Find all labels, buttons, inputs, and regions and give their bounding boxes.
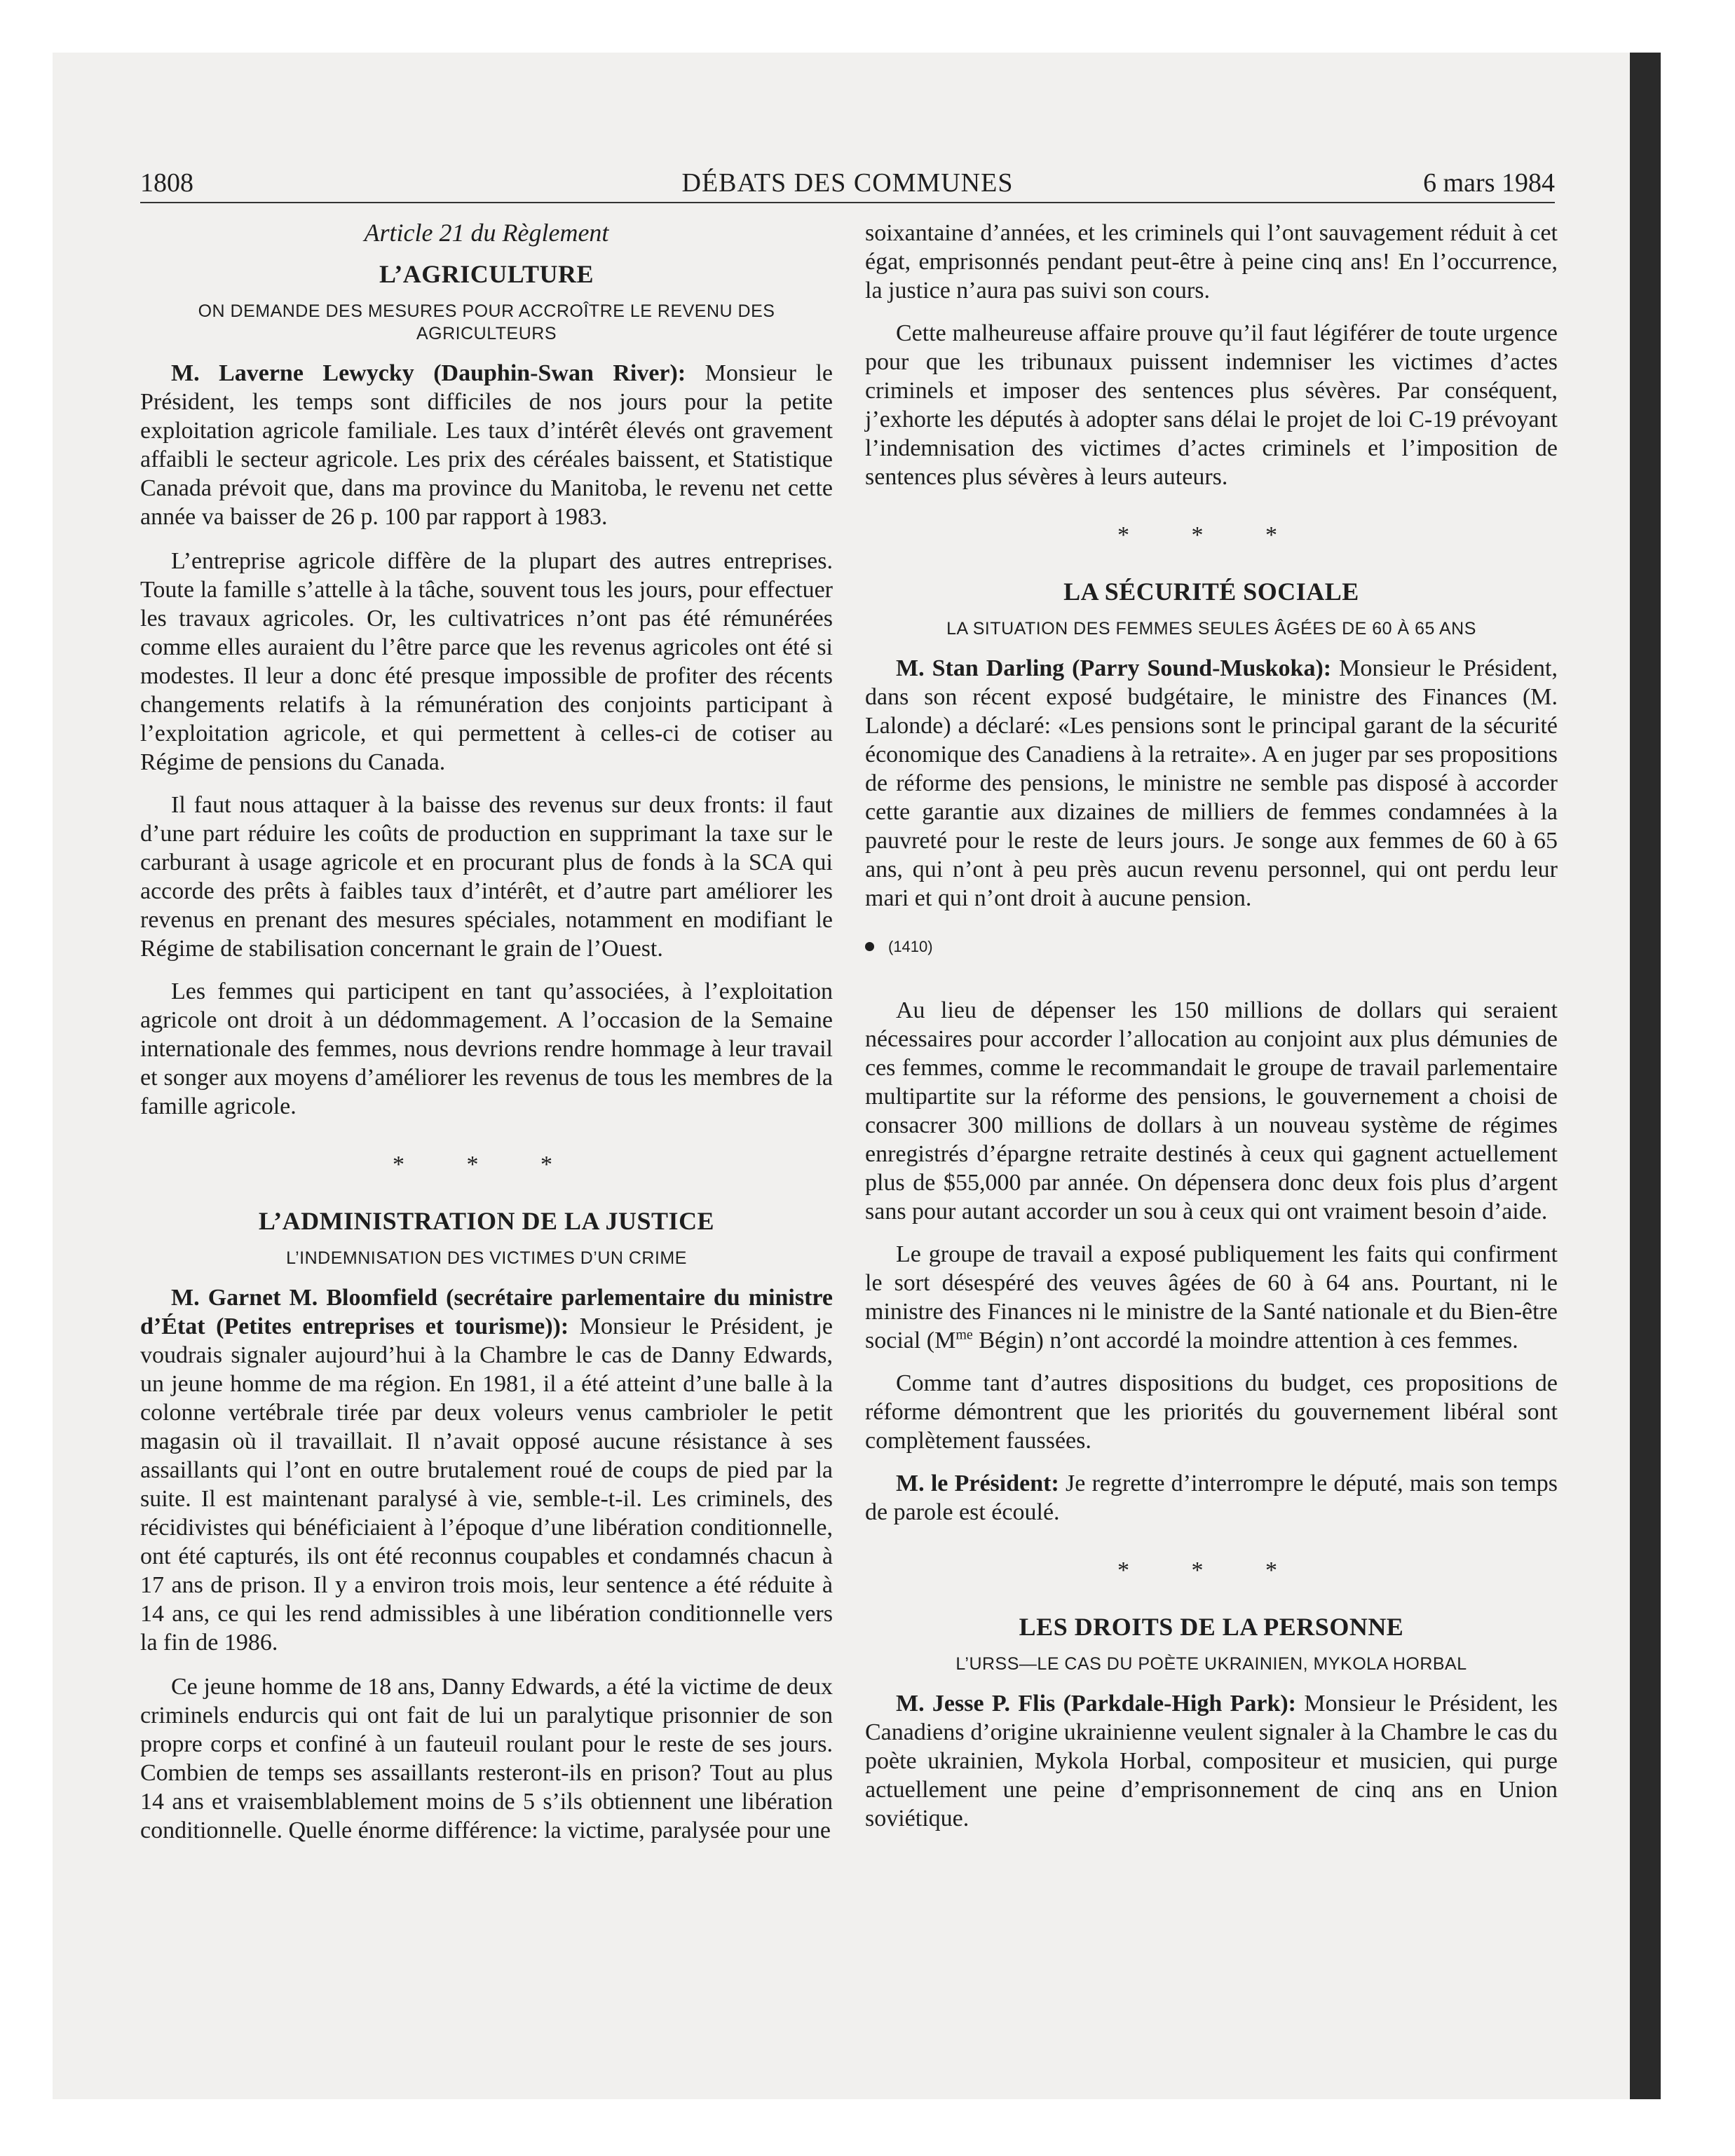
section-subheading-justice: L’INDEMNISATION DES VICTIMES D’UN CRIME [286, 1248, 687, 1268]
paragraph: Au lieu de dépenser les 150 millions de dollars qui seraient nécessaires pour accorder l’allocation au conjoint aux plus démunies de ces femmes, comme le recommandait le groupe de travail parlementaire multipartite sur la réforme des pensions, le gouvernement a choisi de consacrer 300 millions de dollars à un nouveau système de régimes enregistrés d’épargne retraite destinés à ceux qui gagnent actuellement plus de $55,000 par année. On dépensera donc deux fois plus d’argent sans pour autant accorder un sou à ceux qui ont vraiment besoin d’aide. [865, 997, 1558, 1224]
speech-text: Monsieur le Président, dans son récent exposé budgétaire, le ministre des Finances (M. Lalonde) a déclaré: «Les pensions sont le principal garant de la sécurité économique des Canadiens à la retraite». A en juger par ses propositions de réforme des pensions, le ministre ne semble pas disposé à accorder cette garantie aux dizaines de milliers de femmes condamnées à la pauvreté pour le reste de leurs jours. Je songe aux femmes de 60 à 65 ans, qui n’ont à peu près aucun revenu personnel, qui ont perdu leur mari et qui n’ont droit à aucune pension. [865, 655, 1558, 911]
section-subheading-human-rights: L’URSS—LE CAS DU POÈTE UKRAINIEN, MYKOLA HORBAL [955, 1654, 1467, 1674]
paragraph: Comme tant d’autres dispositions du budget, ces propositions de réforme démontrent que les priorités du gouvernement libéral sont complètement faussées. [865, 1370, 1558, 1454]
section-heading-human-rights: LES DROITS DE LA PERSONNE [1019, 1613, 1404, 1641]
page-number: 1808 [140, 168, 193, 198]
page-date: 6 mars 1984 [1423, 168, 1555, 198]
paragraph: soixantaine d’années, et les criminels qui l’ont sauvagement réduit à cet égat, emprisonnés pendant peut-être à peine cinq ans! En l’occurrence, la justice n’aura pas suivi son cours. [865, 220, 1558, 303]
time-marker [865, 932, 1558, 961]
speaker-name: M. le Président: [896, 1471, 1059, 1496]
paragraph [865, 654, 1558, 913]
speech-text: Monsieur le Président, je voudrais signaler aujourd’hui à la Chambre le cas de Danny Edwards, un jeune homme de ma région. En 1981, il a été atteint d’une balle à la colonne vertébrale tirée par deux voleurs venus cambrioler le petit magasin où il travaillait. Il n’avait opposé aucune résistance à ses assaillants qui l’ont en outre brutalement roué de coups de pied par la suite. Il est maintenant paralysé à vie, semble-t-il. Les criminels, des récidivistes qui bénéficiaient à l’époque d’une libération conditionnelle, ont été capturés, ils ont été reconnus coupables et condamnés chacun à 17 ans de prison. Il y a environ trois mois, leur sentence a été réduite à 14 ans, ce qui les rend admissibles à une libération conditionnelle vers la fin de 1986. [140, 1314, 833, 1656]
section-heading-social-security: LA SÉCURITÉ SOCIALE [1063, 578, 1359, 606]
section-heading-agriculture: L’AGRICULTURE [379, 260, 594, 288]
speech-text: Monsieur le Président, les temps sont difficiles de nos jours pour la petite exploitation agricole familiale. Les taux d’intérêt élevés ont gravement affaibli le secteur agricole. Les prix des céréales baissent, et Statistique Canada prévoit que, dans ma province du Manitoba, le revenu net cette année va baisser de 26 p. 100 par rapport à 1983. [140, 360, 833, 530]
time-marker-label: (1410) [888, 938, 933, 955]
paragraph: Ce jeune homme de 18 ans, Danny Edwards, a été la victime de deux criminels endurcis qui ont fait de lui un paralytique prisonnier de son propre corps et confiné à un fauteuil roulant pour le reste de ses jours. Combien de temps ses assaillants resteront-ils en prison? Tout au plus 14 ans et vraisemblablement moins de 5 s’ils obtiennent une libération conditionnelle. Quelle énorme différence: la victime, paralysée pour une [140, 1674, 833, 1843]
publication-title: DÉBATS DES COMMUNES [681, 168, 1014, 198]
section-subheading-social-security: LA SITUATION DES FEMMES SEULES ÂGÉES DE 60 À 65 ANS [946, 619, 1476, 639]
speech-text: Je regrette d’interrompre le député, mais son temps de parole est écoulé. [865, 1471, 1558, 1525]
speaker-name: M. Stan Darling (Parry Sound-Muskoka): [896, 655, 1332, 681]
rubric: Article 21 du Règlement [364, 219, 609, 247]
paragraph: Il faut nous attaquer à la baisse des revenus sur deux fronts: il faut d’une part réduire les coûts de production en supprimant la taxe sur le carburant à usage agricole et en procurant plus de fonds à la SCA qui accorde des prêts à faibles taux d’intérêt, et d’autre part améliorer les revenus en prenant des mesures spéciales, notamment en modifiant le Régime de stabilisation concernant le grain de l’Ouest. [140, 792, 833, 962]
section-separator: * * * [1117, 522, 1305, 548]
paragraph [865, 1469, 1558, 1527]
scan-edge-bar [1630, 53, 1661, 2099]
section-separator: * * * [393, 1152, 580, 1178]
speech-text: Monsieur le Président, les Canadiens d’origine ukrainienne veulent signaler à la Chambre le cas du poète ukrainien, Mykola Horbal, compositeur et musicien, qui purge actuellement une peine d’emprisonnement de cinq ans en Union soviétique. [865, 1691, 1558, 1831]
paragraph [865, 1689, 1558, 1833]
section-separator: * * * [1117, 1557, 1305, 1583]
speaker-name: M. Jesse P. Flis (Parkdale-High Park): [896, 1691, 1296, 1717]
section-subheading-agriculture: ON DEMANDE DES MESURES POUR ACCROÎTRE LE REVENU DES AGRICULTEURS [198, 301, 775, 343]
section-heading-justice: L’ADMINISTRATION DE LA JUSTICE [258, 1207, 715, 1235]
speaker-name: M. Laverne Lewycky (Dauphin-Swan River): [171, 360, 686, 386]
paragraph: Cette malheureuse affaire prouve qu’il faut légiférer de toute urgence pour que les tribunaux puissent indemniser les victimes d’actes criminels et imposer des sentences plus sévères. Par conséquent, j’exhorte les députés à adopter sans délai le projet de loi C-19 prévoyant l’indemnisation des victimes d’actes criminels et l’imposition de sentences plus sévères à leurs auteurs. [865, 320, 1558, 490]
paragraph [140, 1283, 833, 1657]
left-column [140, 219, 833, 1859]
right-column [865, 219, 1558, 1848]
superscript: me [955, 1327, 973, 1343]
page-header [140, 165, 1555, 203]
bullet-icon [865, 942, 874, 951]
paragraph [140, 359, 833, 531]
paragraph: Le groupe de travail a exposé publiquement les faits qui confirment le sort désespéré des veuves âgées de 60 à 64 ans. Pourtant, ni le ministre des Finances ni le ministre de la Santé nationale et du Bien-être social ($M^{me}$ Bégin) n’ont accordé la moindre attention à ces femmes. [865, 1241, 1558, 1353]
paragraph: L’entreprise agricole diffère de la plupart des autres entreprises. Toute la famille s’attelle à la tâche, souvent tous les jours, pour effectuer les travaux agricoles. Or, les cultivatrices n’ont pas été rémunérées comme elles auraient du l’être parce que les revenus agricoles ont été si modestes. Il leur a donc été presque impossible de profiter des récents changements relatifs à la rémunération des conjoints participant à l’exploitation agricole, et qui permettent à celles-ci de cotiser au Régime de pensions du Canada. [140, 548, 833, 775]
speaker-name: M. Garnet M. Bloomfield (secrétaire parlementaire du ministre d’État (Petites entreprises et tourisme)): [140, 1285, 833, 1339]
paragraph: Les femmes qui participent en tant qu’associées, à l’exploitation agricole ont droit à un dédommagement. A l’occasion de la Semaine internationale des femmes, nous devrions rendre hommage à leur travail et songer aux moyens d’améliorer les revenus de tous les membres de la famille agricole. [140, 978, 833, 1119]
